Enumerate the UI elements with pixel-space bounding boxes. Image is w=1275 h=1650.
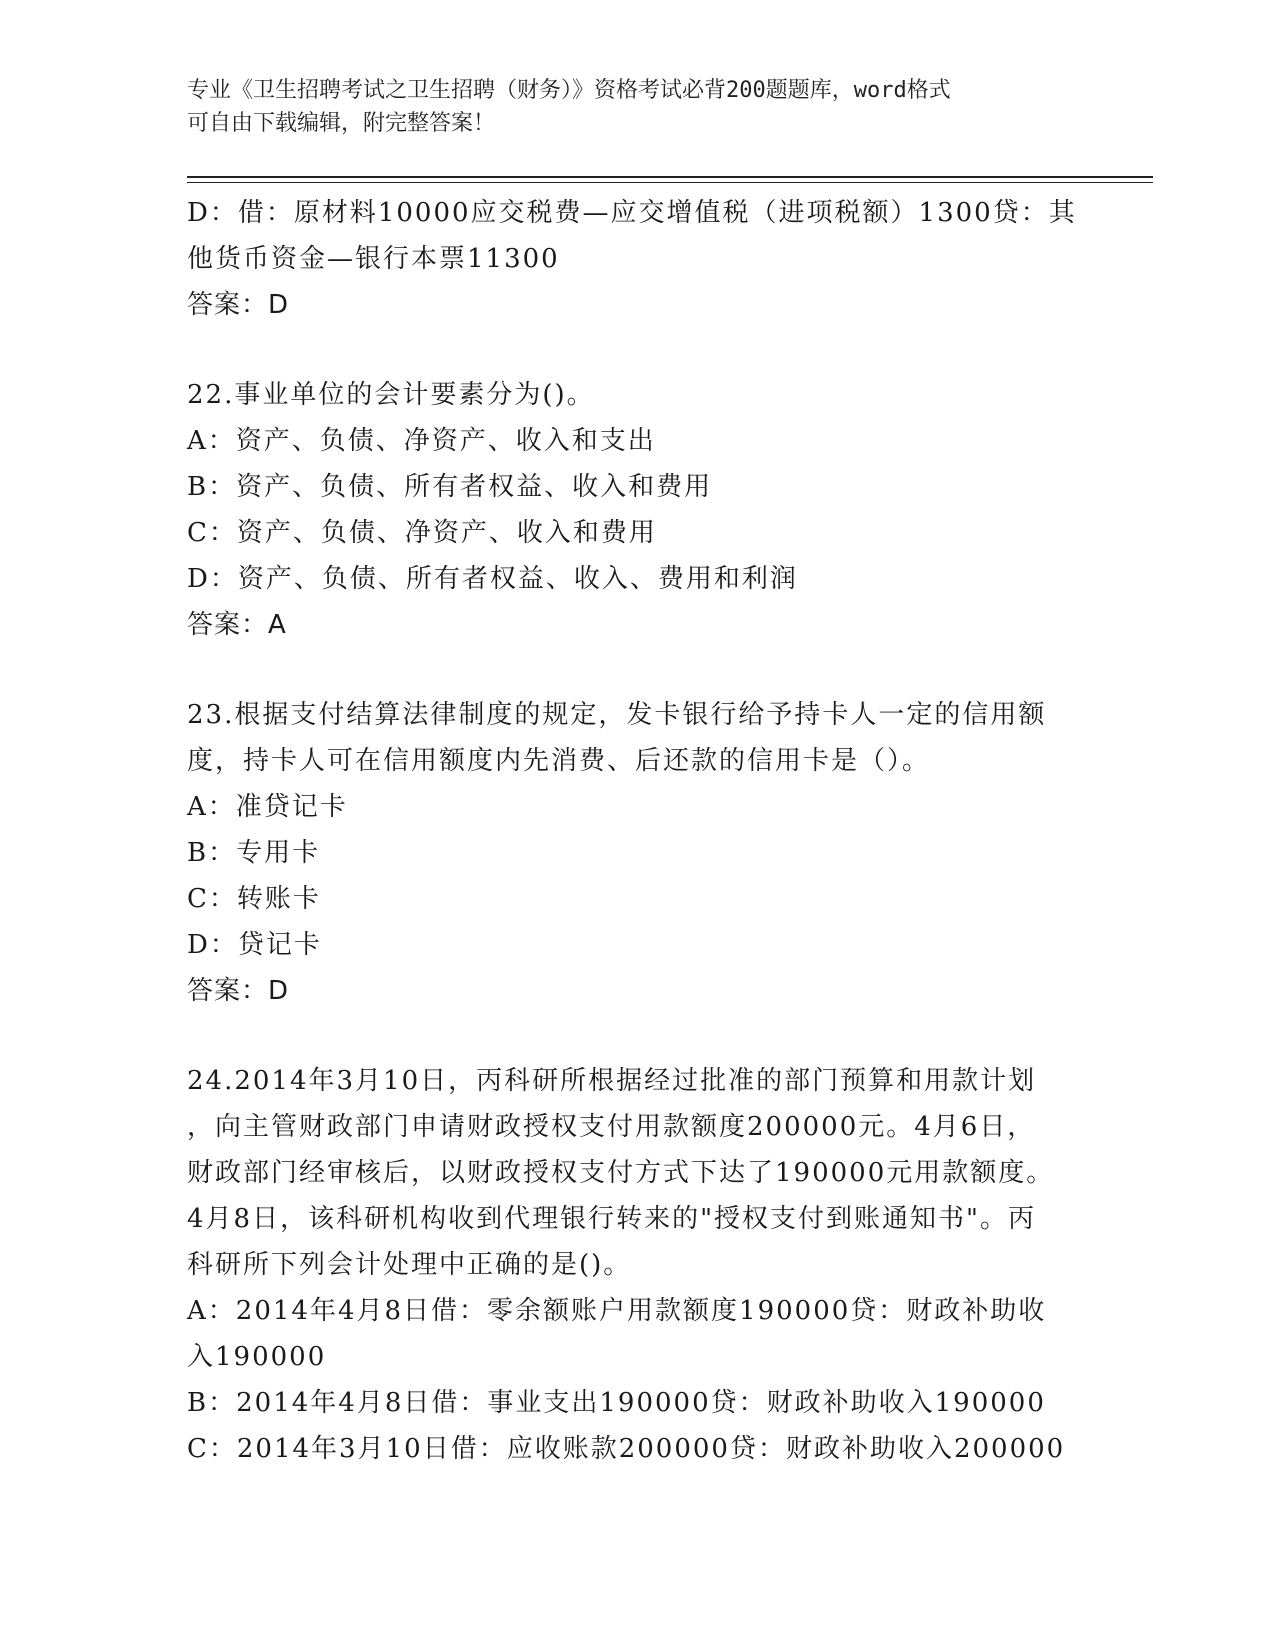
option-a: A：准贷记卡 xyxy=(187,792,348,822)
header-divider-thin xyxy=(187,182,1153,183)
question-22 xyxy=(187,372,1087,648)
document-body xyxy=(187,190,1087,1472)
question-text-line-3: 财政部门经审核后，以财政授权支付方式下达了190000元用款额度。 xyxy=(187,1158,1055,1188)
header-title-line-2: 可自由下载编辑，附完整答案！ xyxy=(187,111,496,136)
spacer xyxy=(187,328,1087,372)
option-a: A：资产、负债、净资产、收入和支出 xyxy=(187,426,656,456)
question-text-line-1: 23.根据支付结算法律制度的规定，发卡银行给予持卡人一定的信用额 xyxy=(187,700,1047,730)
question-text-line-4: 4月8日，该科研机构收到代理银行转来的"授权支付到账通知书"。丙 xyxy=(187,1204,1037,1234)
question-text-line-5: 科研所下列会计处理中正确的是()。 xyxy=(187,1250,632,1280)
question-24 xyxy=(187,1058,1087,1472)
page-header xyxy=(187,74,1087,140)
option-d-line-2: 他货币资金—银行本票11300 xyxy=(187,244,560,274)
option-c: C：转账卡 xyxy=(187,884,321,914)
option-b: B：2014年4月8日借：事业支出190000贷：财政补助收入190000 xyxy=(187,1388,1046,1418)
option-c: C：2014年3月10日借：应收账款200000贷：财政补助收入200000 xyxy=(187,1434,1066,1464)
spacer xyxy=(187,1014,1087,1058)
option-d: D：贷记卡 xyxy=(187,930,322,960)
option-a-line-2: 入190000 xyxy=(187,1342,327,1372)
answer-line: 答案：A xyxy=(187,610,287,640)
header-title-line-1: 专业《卫生招聘考试之卫生招聘（财务）》资格考试必背200题题库，word格式 xyxy=(187,78,951,103)
option-d: D：资产、负债、所有者权益、收入、费用和利润 xyxy=(187,564,798,594)
answer-line: 答案：D xyxy=(187,290,290,320)
question-text-line-2: ，向主管财政部门申请财政授权支付用款额度200000元。4月6日， xyxy=(187,1112,1036,1142)
header-divider-thick xyxy=(187,176,1153,178)
option-c: C：资产、负债、净资产、收入和费用 xyxy=(187,518,657,548)
spacer xyxy=(187,648,1087,692)
option-a-line-1: A：2014年4月8日借：零余额账户用款额度190000贷：财政补助收 xyxy=(187,1296,1047,1326)
option-d-line-1: D：借：原材料10000应交税费—应交增值税（进项税额）1300贷：其 xyxy=(187,198,1077,228)
question-text-line-2: 度，持卡人可在信用额度内先消费、后还款的信用卡是（）。 xyxy=(187,746,931,776)
question-21 xyxy=(187,190,1087,328)
question-23 xyxy=(187,692,1087,1014)
question-text: 22.事业单位的会计要素分为()。 xyxy=(187,380,595,410)
option-b: B：资产、负债、所有者权益、收入和费用 xyxy=(187,472,713,502)
option-b: B：专用卡 xyxy=(187,838,321,868)
answer-line: 答案：D xyxy=(187,976,290,1006)
question-text-line-1: 24.2014年3月10日，丙科研所根据经过批准的部门预算和用款计划 xyxy=(187,1066,1037,1096)
